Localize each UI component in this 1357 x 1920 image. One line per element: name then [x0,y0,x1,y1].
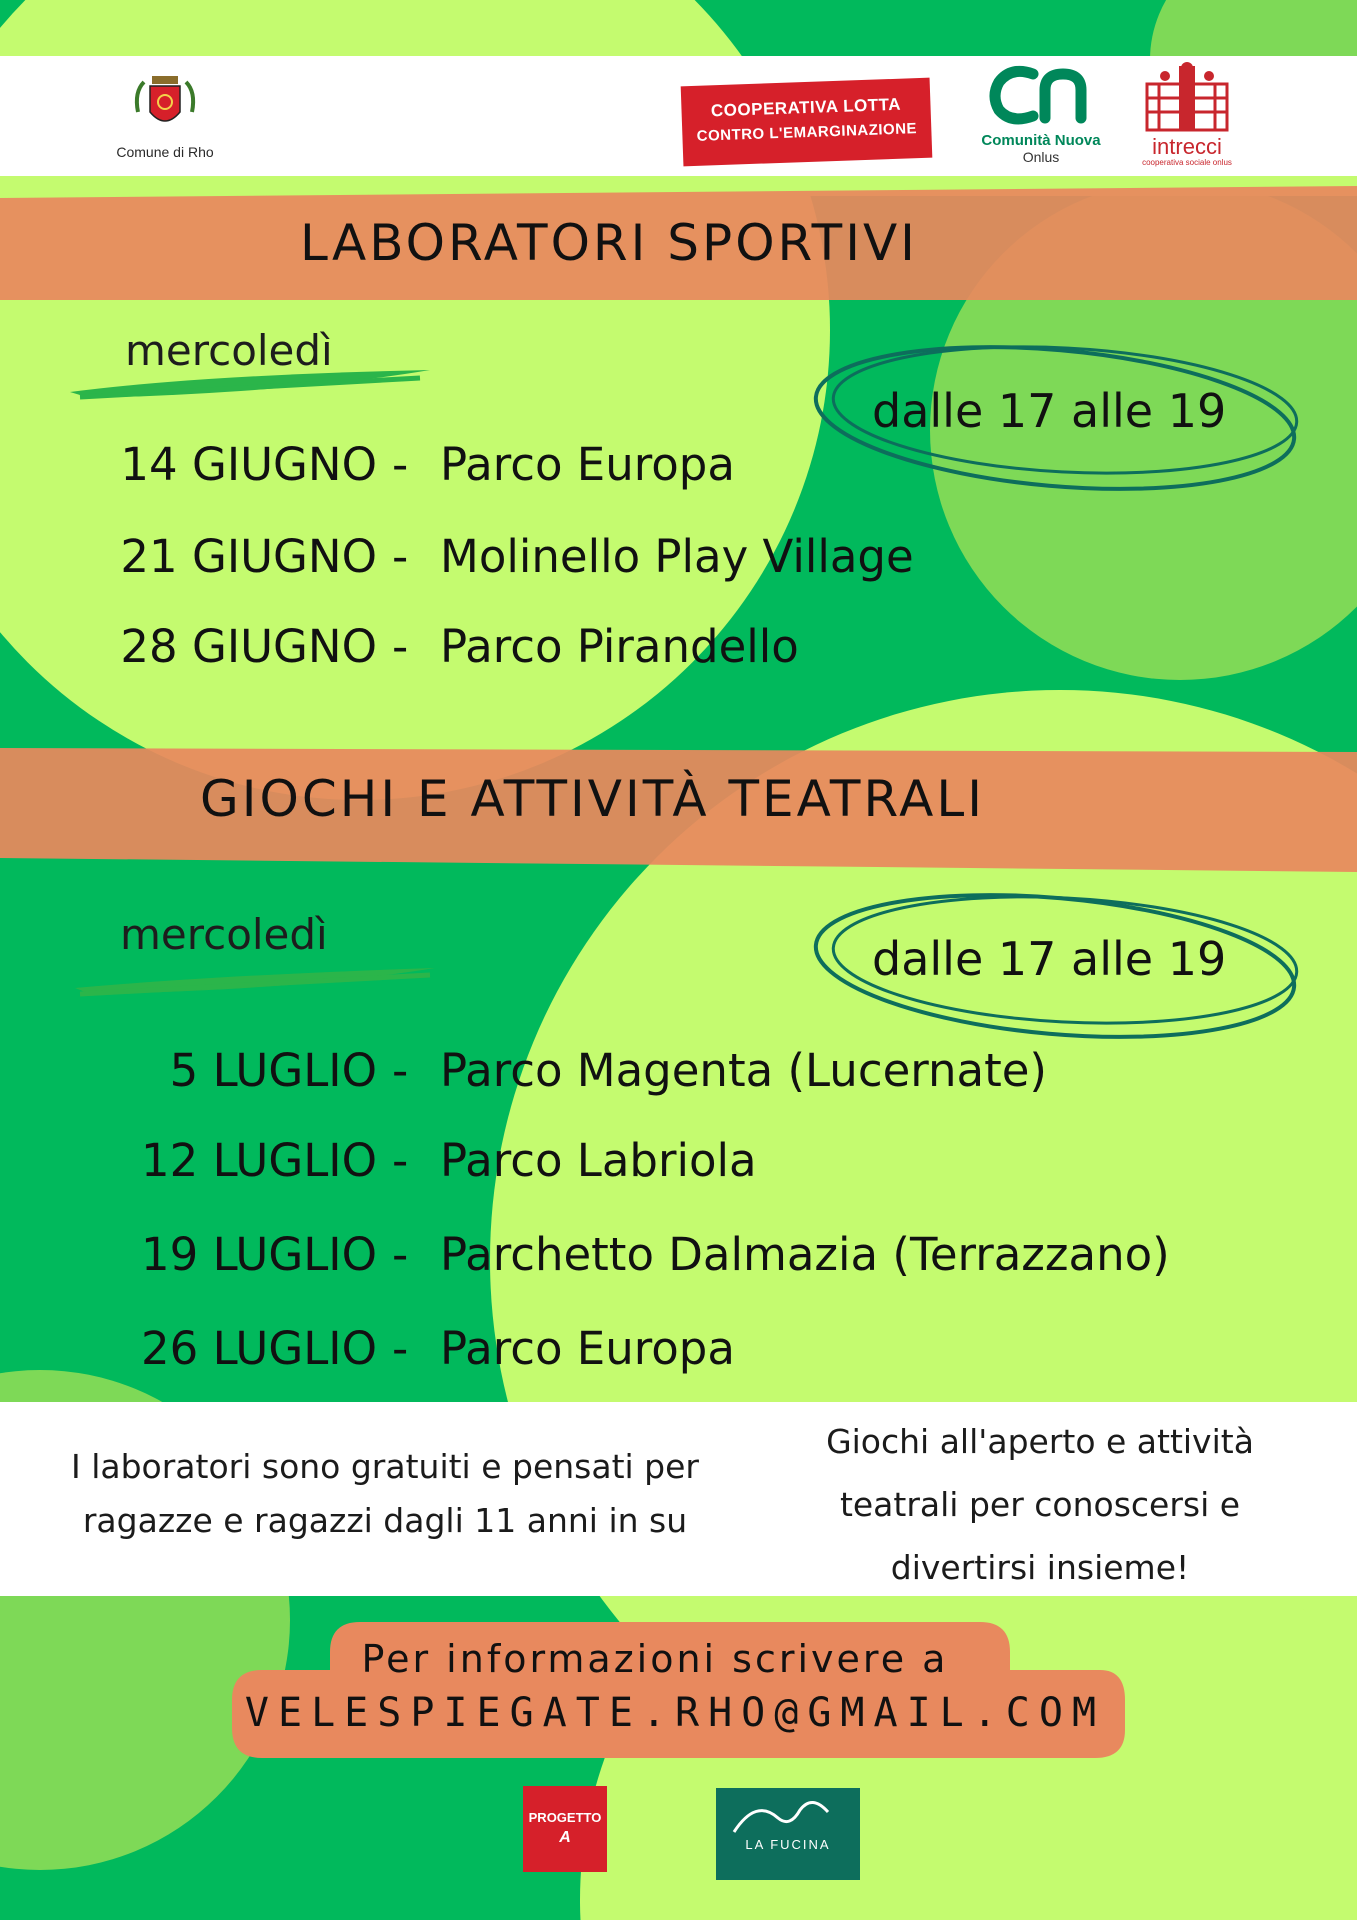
cn-mark-icon [981,62,1101,128]
info-right-line2: teatrali per conoscersi e [839,1485,1241,1524]
row-place: Parco Europa [440,438,735,491]
section1-row [0,620,1357,680]
intrecci-name: intrecci [1152,134,1222,159]
comune-di-rho-logo [110,72,220,164]
row-place: Parco Magenta (Lucernate) [440,1044,1047,1097]
fucina-label: LA FUCINA [745,1837,831,1852]
row-date: 12 LUGLIO [141,1134,377,1187]
row-separator: - [392,1322,409,1375]
row-date: 14 GIUGNO [120,438,377,491]
row-separator: - [392,1044,409,1097]
row-separator: - [392,1134,409,1187]
cooperativa-lotta-logo [681,78,933,167]
coop-line1: COOPERATIVA LOTTA [710,94,902,121]
info-left [20,1440,750,1548]
info-right [770,1410,1310,1599]
row-date: 19 LUGLIO [141,1228,377,1281]
contact-email[interactable]: VELESPIEGATE.RHO@GMAIL.COM [244,1690,1106,1736]
rho-caption: Comune di Rho [116,144,214,160]
section1-row [0,438,1357,498]
row-place: Parchetto Dalmazia (Terrazzano) [440,1228,1170,1281]
row-separator: - [392,1228,409,1281]
info-right-line1: Giochi all'aperto e attività [826,1422,1254,1461]
section1-title: LABORATORI SPORTIVI [300,214,918,272]
section2-row [0,1134,1357,1194]
row-place: Molinello Play Village [440,530,914,583]
info-left-line2: ragazze e ragazzi dagli 11 anni in su [82,1501,688,1540]
row-separator: - [392,620,409,673]
comunita-nuova-logo [966,62,1116,174]
section2-title: GIOCHI E ATTIVITÀ TEATRALI [200,770,985,828]
section1-day: mercoledì [125,326,333,375]
intrecci-emblem-icon [1137,62,1237,134]
section1-hours: dalle 17 alle 19 [872,384,1227,438]
row-date: 21 GIUGNO [120,530,377,583]
section2-row [0,1228,1357,1288]
info-left-line1: I laboratori sono gratuiti e pensati per [70,1447,699,1486]
intrecci-sub: cooperativa sociale onlus [1142,158,1232,167]
fucina-wave-icon [716,1788,860,1842]
row-place: Parco Labriola [440,1134,757,1187]
progetto-a-logo [523,1786,607,1872]
section2-row [0,1044,1357,1104]
section2-row [0,1322,1357,1382]
row-date: 28 GIUGNO [120,620,377,673]
coop-line2: CONTRO L'EMARGINAZIONE [696,120,918,145]
info-right-line3: divertirsi insieme! [890,1548,1190,1587]
progetto-line2: A [559,1829,571,1846]
row-place: Parco Europa [440,1322,735,1375]
row-date: 5 LUGLIO [169,1044,377,1097]
contact-line: Per informazioni scrivere a [361,1637,949,1681]
intrecci-logo [1132,62,1242,174]
section2-hours: dalle 17 alle 19 [872,932,1227,986]
cn-name: Comunità Nuova [981,132,1101,149]
progetto-line1: PROGETTO [528,1810,602,1825]
la-fucina-logo [716,1788,860,1880]
row-separator: - [392,530,409,583]
section1-row [0,530,1357,590]
coat-of-arms-icon [130,72,200,138]
row-separator: - [392,438,409,491]
row-date: 26 LUGLIO [141,1322,377,1375]
section2-day: mercoledì [120,910,328,959]
cn-sub: Onlus [1022,149,1060,165]
row-place: Parco Pirandello [440,620,799,673]
